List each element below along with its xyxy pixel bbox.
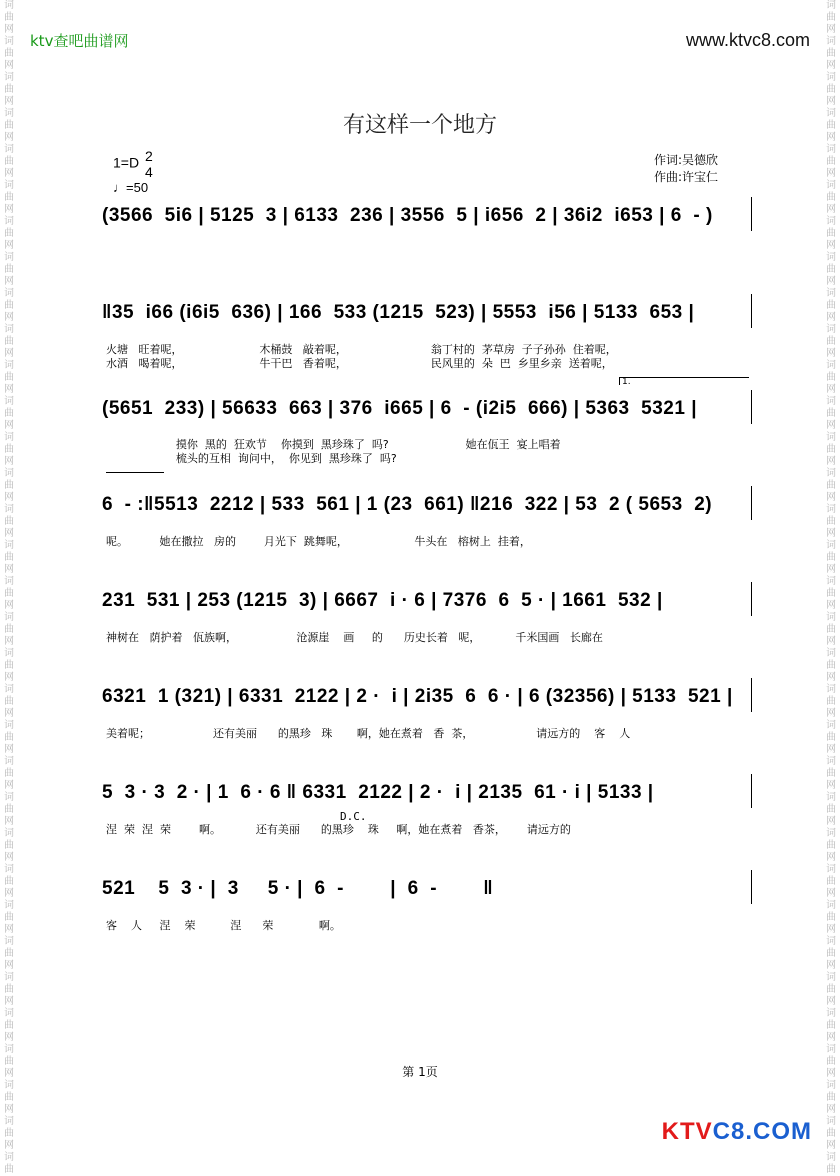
watermark-char: 网 xyxy=(826,168,836,179)
watermark-char: 词 xyxy=(4,720,14,731)
watermark-char: 曲 xyxy=(4,840,14,851)
watermark-char: 曲 xyxy=(826,444,836,455)
score-row xyxy=(102,782,752,804)
watermark-char: 曲 xyxy=(826,120,836,131)
watermark-char: 曲 xyxy=(4,480,14,491)
score-notes: 5 3 · 3 2 · | 1 6 · 6 ‖ 6331 2122 | 2 · i | 2135 61 · i | 5133 | xyxy=(102,782,654,803)
watermark-char: 词 xyxy=(826,252,836,263)
site-url-right: www.ktvc8.com xyxy=(685,30,810,50)
watermark-char: 网 xyxy=(826,492,836,503)
watermark-char: 曲 xyxy=(826,480,836,491)
watermark-char: 网 xyxy=(4,168,14,179)
watermark-char: 词 xyxy=(826,972,836,983)
watermark-char: 网 xyxy=(4,96,14,107)
watermark-char: 网 xyxy=(4,132,14,143)
site-name-left: ktv查吧曲谱网 xyxy=(30,32,129,50)
composer: 作曲:许宝仁 xyxy=(654,170,719,184)
watermark-char: 网 xyxy=(4,960,14,971)
watermark-char: 词 xyxy=(4,684,14,695)
watermark-char: 词 xyxy=(4,288,14,299)
watermark-char: 曲 xyxy=(4,984,14,995)
watermark-char: 曲 xyxy=(826,336,836,347)
watermark-char: 曲 xyxy=(4,336,14,347)
watermark-char: 曲 xyxy=(826,732,836,743)
score-row xyxy=(102,398,752,420)
watermark-char: 词 xyxy=(826,864,836,875)
watermark-char: 曲 xyxy=(4,624,14,635)
song-title: 有这样一个地方 xyxy=(342,113,497,138)
watermark-char: 词 xyxy=(826,900,836,911)
watermark-char: 曲 xyxy=(826,228,836,239)
watermark-char: 词 xyxy=(826,0,836,11)
lyric-line: 摸你 黑的 狂欢节 你摸到 黑珍珠了 吗? 她在佤王 宴上唱着 xyxy=(106,438,561,451)
watermark-char: 网 xyxy=(826,528,836,539)
watermark-char: 网 xyxy=(4,348,14,359)
score-row xyxy=(102,590,752,612)
watermark-char: 网 xyxy=(4,60,14,71)
watermark-char: 词 xyxy=(826,648,836,659)
watermark-char: 网 xyxy=(826,1104,836,1115)
watermark-char: 网 xyxy=(4,528,14,539)
watermark-char: 网 xyxy=(826,672,836,683)
watermark-char: 网 xyxy=(826,204,836,215)
watermark-char: 网 xyxy=(826,384,836,395)
watermark-char: 网 xyxy=(4,276,14,287)
time-bottom: 4 xyxy=(144,164,153,180)
watermark-char: 网 xyxy=(4,852,14,863)
watermark-char: 网 xyxy=(826,888,836,899)
watermark-char: 曲 xyxy=(4,1056,14,1067)
watermark-char: 词 xyxy=(4,612,14,623)
watermark-char: 曲 xyxy=(4,84,14,95)
barline xyxy=(751,774,752,808)
watermark-char: 词 xyxy=(826,108,836,119)
watermark-char: 网 xyxy=(826,600,836,611)
watermark-char: 词 xyxy=(826,936,836,947)
watermark-char: 网 xyxy=(4,780,14,791)
watermark-char: 曲 xyxy=(4,264,14,275)
watermark-char: 词 xyxy=(826,72,836,83)
tempo-marking: ♩=50 xyxy=(113,180,149,195)
watermark-char: 词 xyxy=(826,504,836,515)
watermark-char: 网 xyxy=(4,888,14,899)
watermark-char: 网 xyxy=(826,960,836,971)
dc-mark: D.C. xyxy=(340,810,367,823)
watermark-char: 曲 xyxy=(4,408,14,419)
watermark-char: 曲 xyxy=(826,1092,836,1103)
watermark-char: 网 xyxy=(826,1140,836,1151)
watermark-char: 曲 xyxy=(826,1056,836,1067)
logo-part-1: KTV xyxy=(661,1118,713,1145)
watermark-char: 网 xyxy=(826,564,836,575)
watermark-char: 词 xyxy=(826,432,836,443)
watermark-char: 曲 xyxy=(4,372,14,383)
watermark-char: 曲 xyxy=(4,228,14,239)
watermark-char: 曲 xyxy=(826,1164,836,1175)
watermark-char: 词 xyxy=(4,828,14,839)
watermark-char: 曲 xyxy=(4,516,14,527)
watermark-char: 曲 xyxy=(826,624,836,635)
barline xyxy=(751,870,752,904)
watermark-char: 曲 xyxy=(4,1020,14,1031)
lyric-line: 水酒 喝着呢， 牛干巴 香着呢， 民风里的 朵 巴 乡里乡亲 送着呢， xyxy=(106,357,613,370)
watermark-char: 词 xyxy=(826,360,836,371)
watermark-char: 网 xyxy=(4,456,14,467)
watermark-char: 曲 xyxy=(826,516,836,527)
watermark-char: 网 xyxy=(4,996,14,1007)
watermark-char: 词 xyxy=(4,144,14,155)
barline xyxy=(751,582,752,616)
watermark-char: 词 xyxy=(4,72,14,83)
barline xyxy=(751,294,752,328)
watermark-char: 网 xyxy=(826,636,836,647)
watermark-char: 网 xyxy=(4,384,14,395)
watermark-char: 词 xyxy=(826,36,836,47)
watermark-char: 曲 xyxy=(826,912,836,923)
watermark-char: 曲 xyxy=(4,732,14,743)
watermark-char: 网 xyxy=(4,1032,14,1043)
watermark-char: 网 xyxy=(4,204,14,215)
watermark-char: 网 xyxy=(4,312,14,323)
watermark-char: 词 xyxy=(4,36,14,47)
watermark-char: 网 xyxy=(4,1068,14,1079)
watermark-char: 词 xyxy=(4,756,14,767)
watermark-char: 网 xyxy=(4,708,14,719)
watermark-char: 曲 xyxy=(4,948,14,959)
watermark-char: 词 xyxy=(826,612,836,623)
watermark-char: 词 xyxy=(4,864,14,875)
watermark-char: 词 xyxy=(4,540,14,551)
watermark-char: 曲 xyxy=(826,984,836,995)
score-row xyxy=(102,494,752,516)
time-top: 2 xyxy=(144,148,153,164)
lyric-line: 涅 荣 涅 荣 啊。 还有美丽 的黑珍 珠 啊，她在煮着 香茶， 请远方的 xyxy=(106,823,571,836)
watermark-char: 词 xyxy=(826,324,836,335)
watermark-char: 词 xyxy=(826,1116,836,1127)
score-notes: 521 5 3 · | 3 5 · | 6 - | 6 - ‖ xyxy=(102,878,494,899)
watermark-char: 曲 xyxy=(826,660,836,671)
lyric-line: 呢。 她在撒拉 房的 月光下 跳舞呢， 牛头在 榕树上 挂着， xyxy=(106,535,531,548)
watermark-char: 网 xyxy=(4,420,14,431)
watermark-char: 曲 xyxy=(4,552,14,563)
watermark-char: 曲 xyxy=(4,156,14,167)
watermark-char: 词 xyxy=(4,0,14,11)
watermark-char: 曲 xyxy=(826,300,836,311)
watermark-char: 曲 xyxy=(4,48,14,59)
watermark-char: 网 xyxy=(4,24,14,35)
watermark-char: 曲 xyxy=(4,300,14,311)
watermark-char: 网 xyxy=(826,276,836,287)
watermark-char: 词 xyxy=(4,396,14,407)
score-row xyxy=(102,205,752,227)
barline xyxy=(751,678,752,712)
lyric-line: 客 人 涅 荣 涅 荣 啊。 xyxy=(106,919,341,932)
watermark-char: 网 xyxy=(4,1104,14,1115)
score-notes: 6321 1 (321) | 6331 2122 | 2 · i | 2i35 6 6 · | 6 (32356) | 5133 521 | xyxy=(102,686,733,707)
watermark-char: 曲 xyxy=(4,660,14,671)
watermark-char: 曲 xyxy=(826,840,836,851)
watermark-char: 曲 xyxy=(826,12,836,23)
lyric-line: 梳头的互相 询问中， 你见到 黑珍珠了 吗? xyxy=(106,452,397,465)
watermark-char: 曲 xyxy=(826,156,836,167)
watermark-char: 词 xyxy=(4,576,14,587)
watermark-char: 曲 xyxy=(4,192,14,203)
watermark-char: 词 xyxy=(4,108,14,119)
watermark-char: 网 xyxy=(826,132,836,143)
watermark-char: 词 xyxy=(4,900,14,911)
watermark-char: 词 xyxy=(4,792,14,803)
watermark-char: 曲 xyxy=(826,552,836,563)
watermark-char: 曲 xyxy=(4,912,14,923)
watermark-char: 网 xyxy=(826,312,836,323)
watermark-char: 网 xyxy=(826,24,836,35)
key-signature xyxy=(113,148,153,180)
watermark-char: 词 xyxy=(4,1152,14,1163)
watermark-char: 词 xyxy=(826,144,836,155)
time-signature xyxy=(145,148,153,180)
watermark-char: 词 xyxy=(4,432,14,443)
barline xyxy=(751,197,752,231)
watermark-char: 词 xyxy=(4,324,14,335)
watermark-char: 曲 xyxy=(826,876,836,887)
watermark-char: 网 xyxy=(4,816,14,827)
barline xyxy=(751,390,752,424)
watermark-char: 词 xyxy=(4,1116,14,1127)
watermark-char: 曲 xyxy=(826,192,836,203)
watermark-char: 网 xyxy=(826,1032,836,1043)
score-row xyxy=(102,302,752,324)
lyricist: 作词:吴德欣 xyxy=(654,153,719,167)
score-notes: 231 531 | 253 (1215 3) | 6667 i · 6 | 7376 6 5 · | 1661 532 | xyxy=(102,590,663,611)
watermark-char: 网 xyxy=(826,816,836,827)
watermark-char: 词 xyxy=(826,756,836,767)
watermark-char: 网 xyxy=(826,456,836,467)
watermark-char: 词 xyxy=(826,288,836,299)
watermark-char: 词 xyxy=(4,1008,14,1019)
watermark-char: 词 xyxy=(4,1080,14,1091)
watermark-char: 网 xyxy=(826,924,836,935)
volta-bracket: 1. xyxy=(619,377,749,385)
watermark-char: 曲 xyxy=(4,768,14,779)
watermark-char: 网 xyxy=(4,1140,14,1151)
lyric-line: 火塘 旺着呢， 木桶鼓 敲着呢， 翁丁村的 茅草房 子子孙孙 住着呢， xyxy=(106,343,617,356)
watermark-char: 网 xyxy=(826,744,836,755)
left-watermark-strip xyxy=(2,0,16,1175)
watermark-char: 网 xyxy=(826,60,836,71)
watermark-char: 词 xyxy=(826,468,836,479)
watermark-char: 词 xyxy=(826,1008,836,1019)
right-watermark-strip xyxy=(824,0,838,1175)
watermark-char: 网 xyxy=(4,672,14,683)
watermark-char: 曲 xyxy=(826,696,836,707)
watermark-char: 词 xyxy=(826,540,836,551)
logo-part-2: C8.COM xyxy=(712,1118,812,1145)
watermark-char: 曲 xyxy=(826,84,836,95)
watermark-char: 网 xyxy=(826,420,836,431)
score-notes: (5651 233) | 56633 663 | 376 i665 | 6 - (i2i5 666) | 5363 5321 | xyxy=(102,398,698,419)
watermark-char: 曲 xyxy=(826,1128,836,1139)
site-logo xyxy=(662,1118,812,1146)
watermark-char: 曲 xyxy=(4,444,14,455)
watermark-char: 曲 xyxy=(826,264,836,275)
barline xyxy=(751,486,752,520)
watermark-char: 词 xyxy=(4,468,14,479)
watermark-char: 曲 xyxy=(826,372,836,383)
watermark-char: 网 xyxy=(4,600,14,611)
watermark-char: 词 xyxy=(826,720,836,731)
watermark-char: 网 xyxy=(4,744,14,755)
watermark-char: 网 xyxy=(826,708,836,719)
watermark-char: 词 xyxy=(826,684,836,695)
score-notes: (3566 5i6 | 5125 3 | 6133 236 | 3556 5 | i656 2 | 36i2 i653 | 6 - ) xyxy=(102,205,713,226)
page-number: 第 1页 xyxy=(402,1065,438,1079)
watermark-char: 词 xyxy=(826,1152,836,1163)
watermark-char: 词 xyxy=(4,216,14,227)
watermark-char: 词 xyxy=(826,828,836,839)
watermark-char: 词 xyxy=(4,648,14,659)
watermark-char: 曲 xyxy=(4,1128,14,1139)
watermark-char: 词 xyxy=(4,180,14,191)
watermark-char: 曲 xyxy=(826,1020,836,1031)
watermark-char: 曲 xyxy=(826,948,836,959)
watermark-char: 词 xyxy=(4,972,14,983)
watermark-char: 曲 xyxy=(826,48,836,59)
score-notes: 6 - :‖5513 2212 | 533 561 | 1 (23 661) ‖216 322 | 53 2 ( 5653 2) xyxy=(102,494,713,515)
watermark-char: 词 xyxy=(4,252,14,263)
key-label: 1=D xyxy=(113,154,140,171)
watermark-char: 曲 xyxy=(4,1164,14,1175)
watermark-char: 词 xyxy=(826,1080,836,1091)
watermark-char: 网 xyxy=(826,96,836,107)
watermark-char: 曲 xyxy=(4,12,14,23)
watermark-char: 词 xyxy=(4,360,14,371)
watermark-char: 网 xyxy=(4,636,14,647)
watermark-char: 曲 xyxy=(826,408,836,419)
watermark-char: 网 xyxy=(826,780,836,791)
credits xyxy=(654,152,718,186)
watermark-char: 词 xyxy=(4,936,14,947)
watermark-char: 词 xyxy=(4,1044,14,1055)
watermark-char: 词 xyxy=(4,504,14,515)
score-row xyxy=(102,878,752,900)
score-notes: ‖35 i66 (i6i5 636) | 166 533 (1215 523) | 5553 i56 | 5133 653 | xyxy=(102,302,695,323)
watermark-char: 曲 xyxy=(4,1092,14,1103)
volta-bracket-end xyxy=(106,472,164,473)
watermark-char: 网 xyxy=(826,996,836,1007)
watermark-char: 曲 xyxy=(826,804,836,815)
watermark-char: 网 xyxy=(826,1068,836,1079)
watermark-char: 词 xyxy=(826,180,836,191)
watermark-char: 网 xyxy=(826,852,836,863)
watermark-char: 曲 xyxy=(4,120,14,131)
watermark-char: 词 xyxy=(826,216,836,227)
watermark-char: 词 xyxy=(826,1044,836,1055)
watermark-char: 网 xyxy=(4,492,14,503)
watermark-char: 曲 xyxy=(4,804,14,815)
watermark-char: 词 xyxy=(826,396,836,407)
lyric-line: 美着呢； 还有美丽 的黑珍 珠 啊，她在煮着 香 茶， 请远方的 客 人 xyxy=(106,727,631,740)
watermark-char: 词 xyxy=(826,792,836,803)
lyric-line: 神树在 荫护着 佤族啊， 沧源崖 画 的 历史长着 呢， 千米国画 长廊在 xyxy=(106,631,603,644)
watermark-char: 词 xyxy=(826,576,836,587)
watermark-char: 网 xyxy=(4,564,14,575)
watermark-char: 曲 xyxy=(4,696,14,707)
watermark-char: 网 xyxy=(826,348,836,359)
watermark-char: 曲 xyxy=(826,588,836,599)
watermark-char: 网 xyxy=(4,924,14,935)
watermark-char: 网 xyxy=(4,240,14,251)
score-row xyxy=(102,686,752,708)
watermark-char: 网 xyxy=(826,240,836,251)
watermark-char: 曲 xyxy=(4,876,14,887)
watermark-char: 曲 xyxy=(826,768,836,779)
watermark-char: 曲 xyxy=(4,588,14,599)
